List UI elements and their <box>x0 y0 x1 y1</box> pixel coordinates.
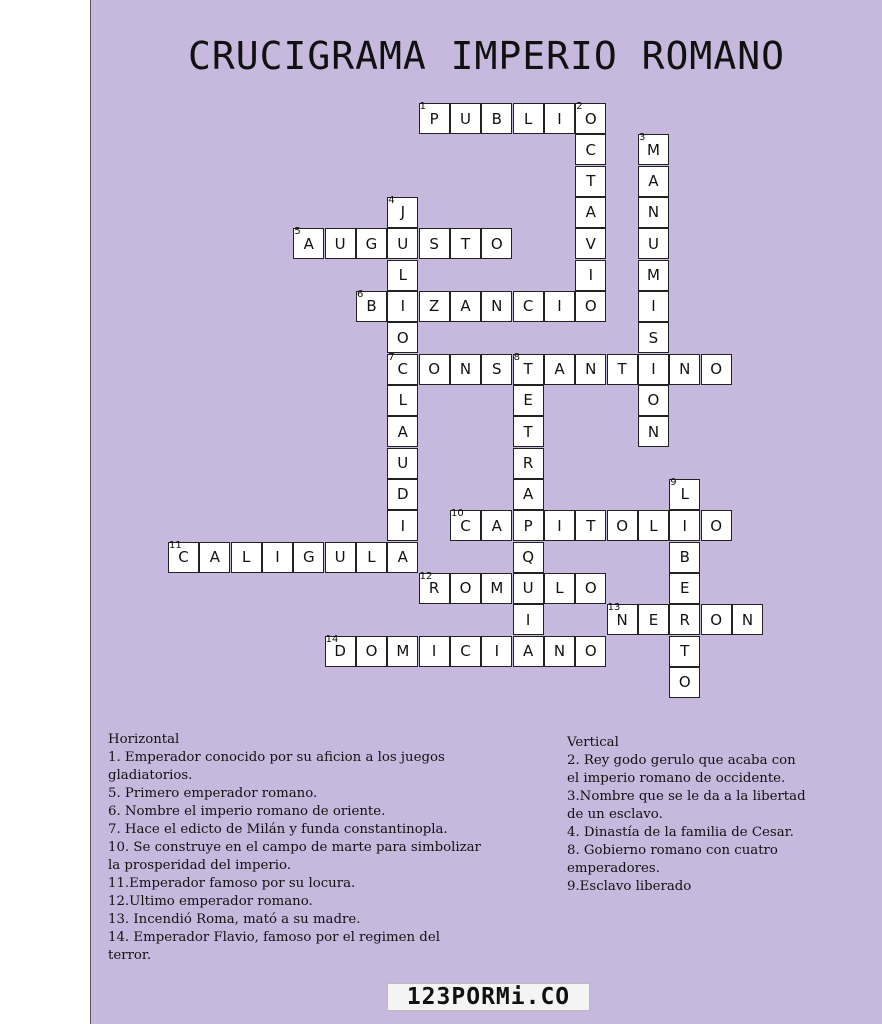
grid-cell: U <box>387 448 418 479</box>
grid-cell: O <box>669 667 700 698</box>
grid-cell: O <box>575 103 606 134</box>
grid-cell: T <box>575 166 606 197</box>
grid-cell: G <box>293 542 324 573</box>
grid-cell: N <box>450 354 481 385</box>
grid-cell: A <box>575 197 606 228</box>
grid-cell: C <box>450 636 481 667</box>
clue-number: 1 <box>419 101 426 112</box>
grid-cell: O <box>575 291 606 322</box>
grid-cell: E <box>513 385 544 416</box>
clue-line: 10. Se construye en el campo de marte para simbolizar <box>108 840 481 855</box>
grid-cell: T <box>607 354 638 385</box>
grid-cell: T <box>513 354 544 385</box>
grid-cell: I <box>544 291 575 322</box>
grid-cell: I <box>638 291 669 322</box>
grid-cell: S <box>419 228 450 259</box>
grid-cell: U <box>638 228 669 259</box>
grid-cell: L <box>356 542 387 573</box>
grid-cell: B <box>356 291 387 322</box>
clue-line: 3.Nombre que se le da a la libertad <box>567 789 806 804</box>
grid-cell: N <box>638 416 669 447</box>
grid-cell: N <box>607 604 638 635</box>
grid-cell: P <box>419 103 450 134</box>
clue-line: 6. Nombre el imperio romano de oriente. <box>108 804 386 819</box>
clue-line: gladiatorios. <box>108 768 193 783</box>
grid-cell: L <box>638 510 669 541</box>
clue-number: 9 <box>670 476 677 488</box>
grid-cell: L <box>231 542 262 573</box>
grid-cell: O <box>356 636 387 667</box>
grid-cell: L <box>387 385 418 416</box>
clue-line: 14. Emperador Flavio, famoso por el regimen del <box>108 930 440 945</box>
clues-vertical-heading: Vertical <box>567 735 619 750</box>
clue-line: la prosperidad del imperio. <box>108 858 291 873</box>
grid-cell: I <box>544 103 575 134</box>
grid-cell: A <box>638 166 669 197</box>
grid-cell: T <box>669 636 700 667</box>
grid-cell: I <box>262 542 293 573</box>
grid-cell: D <box>387 479 418 510</box>
grid-cell: C <box>513 291 544 322</box>
clue-line: 5. Primero emperador romano. <box>108 786 318 801</box>
grid-cell: U <box>387 228 418 259</box>
grid-cell: O <box>701 510 732 541</box>
grid-cell: N <box>575 354 606 385</box>
grid-cell: O <box>575 636 606 667</box>
grid-cell: O <box>701 354 732 385</box>
grid-cell: I <box>575 260 606 291</box>
grid-cell: U <box>450 103 481 134</box>
grid-cell: Z <box>419 291 450 322</box>
clue-line: el imperio romano de occidente. <box>567 771 786 786</box>
grid-cell: E <box>669 573 700 604</box>
grid-cell: A <box>387 542 418 573</box>
grid-cell: O <box>607 510 638 541</box>
grid-cell: M <box>481 573 512 604</box>
clue-number: 13 <box>607 602 621 614</box>
grid-cell: C <box>450 510 481 541</box>
clue-number: 7 <box>388 351 395 363</box>
grid-cell: U <box>325 228 356 259</box>
grid-cell: A <box>513 636 544 667</box>
grid-cell: S <box>481 354 512 385</box>
grid-cell: A <box>450 291 481 322</box>
clue-number: 8 <box>513 351 520 363</box>
grid-cell: R <box>419 573 450 604</box>
clue-line: 11.Emperador famoso por su locura. <box>108 876 356 891</box>
clue-number: 14 <box>325 633 339 645</box>
grid-cell: N <box>732 604 763 635</box>
clue-number: 2 <box>576 101 583 112</box>
clues-horizontal <box>108 731 563 965</box>
grid-cell: A <box>293 228 324 259</box>
grid-cell: I <box>419 636 450 667</box>
grid-cell: I <box>387 510 418 541</box>
grid-cell: I <box>544 510 575 541</box>
clue-line: de un esclavo. <box>567 807 663 822</box>
grid-cell: R <box>513 448 544 479</box>
grid-cell: N <box>638 197 669 228</box>
grid-cell: T <box>513 416 544 447</box>
grid-cell: P <box>513 510 544 541</box>
grid-cell: S <box>638 322 669 353</box>
grid-cell: I <box>638 354 669 385</box>
grid-cell: L <box>387 260 418 291</box>
grid-cell: O <box>575 573 606 604</box>
grid-cell: B <box>481 103 512 134</box>
grid-cell: A <box>387 416 418 447</box>
grid-cell: M <box>387 636 418 667</box>
grid-cell: L <box>544 573 575 604</box>
grid-cell: G <box>356 228 387 259</box>
grid-cell: E <box>638 604 669 635</box>
grid-cell: O <box>638 385 669 416</box>
grid-cell: A <box>513 479 544 510</box>
grid-cell: O <box>701 604 732 635</box>
grid-cell: C <box>168 542 199 573</box>
grid-cell: O <box>419 354 450 385</box>
clue-number: 11 <box>169 539 182 551</box>
clue-number: 5 <box>294 226 301 238</box>
clue-line: 1. Emperador conocido por su aficion a los juegos <box>108 750 445 765</box>
grid-cell: C <box>387 354 418 385</box>
grid-cell: U <box>513 573 544 604</box>
clue-line: 2. Rey godo gerulo que acaba con <box>567 753 796 768</box>
grid-cell: O <box>481 228 512 259</box>
clue-line: 8. Gobierno romano con cuatro <box>567 843 778 858</box>
grid-cell: U <box>325 542 356 573</box>
clue-line: terror. <box>108 948 152 963</box>
clue-line: 9.Esclavo liberado <box>567 879 692 894</box>
grid-cell: N <box>544 636 575 667</box>
grid-cell: A <box>481 510 512 541</box>
clues-vertical <box>567 734 867 896</box>
grid-cell: R <box>669 604 700 635</box>
clue-line: 4. Dinastía de la familia de Cesar. <box>567 825 794 840</box>
clue-line: 12.Ultimo emperador romano. <box>108 894 313 909</box>
grid-cell: V <box>575 228 606 259</box>
clue-number: 6 <box>356 288 364 300</box>
clue-number: 12 <box>419 570 433 582</box>
clue-number: 10 <box>450 508 464 520</box>
grid-cell: B <box>669 542 700 573</box>
grid-cell: A <box>544 354 575 385</box>
clue-line: 7. Hace el edicto de Milán y funda constantinopla. <box>108 822 448 837</box>
grid-cell: I <box>387 291 418 322</box>
grid-cell: C <box>575 134 606 165</box>
clue-line: 13. Incendió Roma, mató a su madre. <box>108 912 361 927</box>
page-title: CRUCIGRAMA IMPERIO ROMANO <box>188 34 785 78</box>
grid-cell: I <box>513 604 544 635</box>
grid-cell: M <box>638 134 669 165</box>
grid-cell: J <box>387 197 418 228</box>
clue-number: 3 <box>638 132 646 144</box>
clues-horizontal-heading: Horizontal <box>108 732 180 747</box>
grid-cell: N <box>669 354 700 385</box>
grid-cell: Q <box>513 542 544 573</box>
grid-cell: L <box>669 479 700 510</box>
grid-cell: D <box>325 636 356 667</box>
grid-cell: I <box>669 510 700 541</box>
grid-cell: O <box>450 573 481 604</box>
clue-number: 4 <box>388 194 395 206</box>
grid-cell: I <box>481 636 512 667</box>
grid-cell: T <box>575 510 606 541</box>
grid-cell: N <box>481 291 512 322</box>
grid-cell: A <box>199 542 230 573</box>
grid-cell: L <box>513 103 544 134</box>
grid-cell: M <box>638 260 669 291</box>
clue-line: emperadores. <box>567 861 660 876</box>
grid-cell: T <box>450 228 481 259</box>
grid-cell: O <box>387 322 418 353</box>
site-logo: 123PORMi.CO <box>387 983 590 1011</box>
